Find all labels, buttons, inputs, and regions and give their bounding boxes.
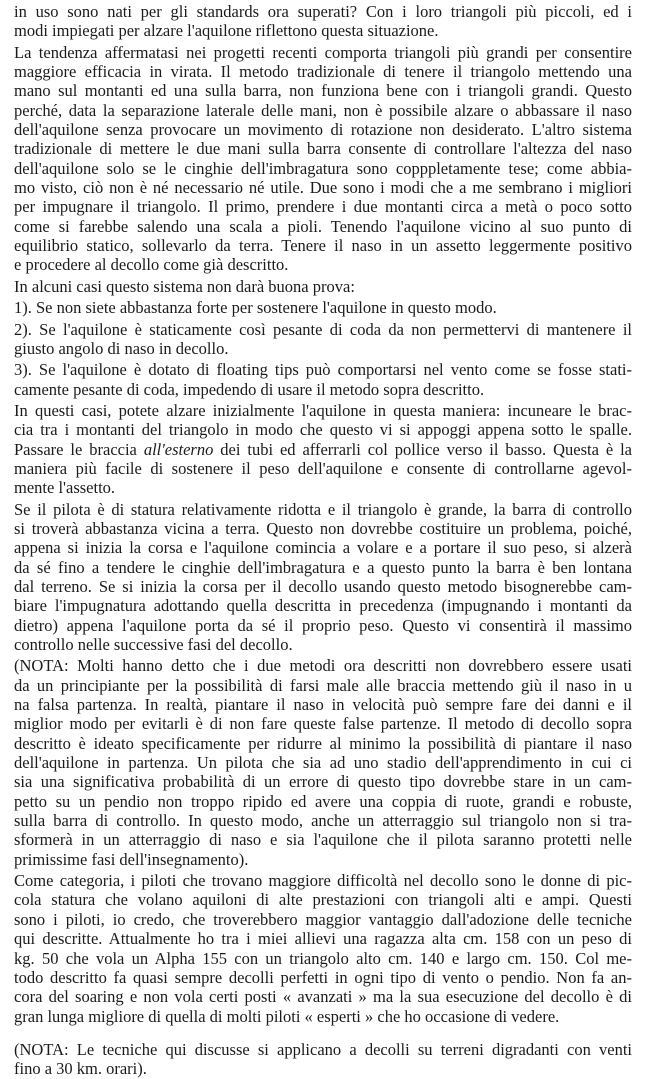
text-line: fino a 30 km. orari). [14, 1059, 147, 1079]
text-line: si troverà abbastanza vicina a terra. Questo non dovrebbe costituire un problema, poiché, [14, 518, 632, 538]
text-line: per impugnare il triangolo. Il primo, prendere i due montanti circa a metà o poco sotto [14, 197, 632, 217]
text-line: dell'aquilone senza provocare un movimento di rotazione non desiderato. L'altro sistema [14, 120, 632, 140]
text-line: sulla barra di controllo. In questo modo, anche un atterraggio sul triangolo non si tra- [14, 811, 632, 831]
text-line: maggiore efficacia in virata. Il metodo tradizionale di tenere il triangolo mettendo una [14, 62, 632, 82]
text-line: 1). Se non siete abbastanza forte per sostenere l'aquilone in questo modo. [14, 298, 497, 318]
text-line: cia tra i montanti del triangolo in modo che questo vi si appoggi appena sotto le spalle. [14, 420, 632, 440]
text-segment: dei tubi ed afferrarli col pollice verso il basso. Questa è la [220, 439, 632, 459]
text-line: mano sul montanti ed una sulla barra, non funziona bene con i triangoli grandi. Questo [14, 81, 632, 101]
text-line: todo descritto fa quasi sempre decolli perfetti in ogni tipo di vento o pendio. Non fa an- [14, 967, 632, 987]
text-line: cola statura che volano aquiloni di alte prestazioni con triangoli alti e ampi. Questi [14, 890, 632, 910]
text-line: La tendenza affermatasi nei progetti recenti comporta triangoli più grandi per consentire [14, 42, 632, 62]
text-line [14, 440, 632, 459]
text-line: In alcuni casi questo sistema non darà buona prova: [14, 276, 355, 296]
text-line: in uso sono nati per gli standards ora superati? Con i loro triangoli più piccoli, ed i [14, 2, 632, 21]
text-line: na falsa partenza. In realtà, piantare il naso in velocità può sempre fare dei danni e il [14, 695, 632, 715]
text-line: tradizionale di mettere le due mani sulla barra consente di controllare l'altezza del naso [14, 139, 632, 159]
text-line: come si farebbe salendo una scala a pioli. Tenendo l'aquilone vicino al suo punto di [14, 216, 632, 236]
text-line: modi impiegati per alzare l'aquilone riflettono questa situazione. [14, 21, 439, 41]
text-line: equilibrio statico, sollevarlo da terra. Tenere il naso in un assetto leggermente positivo [14, 236, 632, 256]
text-line: qui descritte. Attualmente ho tra i miei allievi una ragazza alta cm. 158 con un peso di [14, 929, 632, 949]
text-line: sia una significativa probabilità di un errore di questo tipo dovrebbe stare in un cam- [14, 772, 632, 792]
italic-emphasis: all'esterno [143, 439, 214, 459]
text-line: In questi casi, potete alzare inizialmente l'aquilone in questa maniera: incuneare le brac- [14, 400, 632, 420]
text-line: 2). Se l'aquilone è staticamente così pesante di coda da non permettervi di mantenere il [14, 319, 632, 339]
text-line: dietro) appena l'aquilone porta da sé il proprio peso. Questo vi consentirà il massimo [14, 615, 632, 635]
text-line: da sé fino a tendere le cinghie dell'imbragatura e a questo punto la barra è ben lontana [14, 557, 632, 577]
text-line: dal terreno. Se si inizia la corsa per il decollo usando questo metodo bisognerebbe cam- [14, 576, 632, 596]
text-line: appena si inizia la corsa e l'aquilone comincia a volare e a portare il suo peso, si alzerà [14, 538, 632, 558]
text-line: cora del soaring e non vola certi posti « avanzati » ma la sua esecuzione del decollo è di [14, 987, 632, 1007]
text-line: descritto è ideato specificamente per ridurre al minimo la possibilità di piantare il naso [14, 733, 632, 753]
text-line: primissime fasi dell'insegnamento). [14, 849, 249, 869]
text-line: camente pesante di coda, impedendo di usare il metodo sopra descritto. [14, 379, 485, 399]
text-line: perché, data la separazione laterale delle mani, non è possibile alzare o abbassare il naso [14, 100, 632, 120]
text-line: kg. 50 che vola un Alpha 155 con un triangolo alto cm. 140 e largo cm. 150. Col me- [14, 948, 632, 968]
text-line: 3). Se l'aquilone è dotato di floating tips può comportarsi nel vento come se fosse stati- [14, 360, 632, 380]
text-line: mente l'assetto. [14, 478, 116, 498]
text-line: Se il pilota è di statura relativamente ridotta e il triangolo è grande, la barra di controllo [14, 499, 632, 519]
text-line: dell'aquilone solo se le cinghie dell'imbragatura sono copppletamente tese; come abbia- [14, 158, 632, 178]
text-line: giusto angolo di naso in decollo. [14, 338, 229, 358]
text-line: da un principiante per la possibilità di farsi male alle braccia mettendo giù il naso in u [14, 675, 632, 695]
text-line: miglior modo per evitarli è di non fare queste false partenze. Il metodo di decollo sopra [14, 714, 632, 734]
text-line: controllo nelle successive fasi del decollo. [14, 635, 293, 654]
text-line: mo visto, ciò non è né necessario né utile. Due sono i modi che a me sembrano i migliori [14, 178, 632, 198]
text-line: sono i piloti, io credo, che troverebbero maggior vantaggio dall'adozione delle tecniche [14, 909, 632, 929]
text-line: gran lunga migliore di quella di molti piloti « esperti » che ho occasione di vedere. [14, 1006, 560, 1026]
text-line: maniera più facile di sostenere il peso dell'aquilone e consente di controllarne agevol- [14, 458, 632, 478]
text-line: petto su un pendio non troppo ripido ed avere una coppia di ruote, grandi e robuste, [14, 791, 632, 811]
text-line: biare l'impugnatura adottando quella descritta in precedenza (impugnando i montanti da [14, 596, 632, 616]
text-line: dell'aquilone in partenza. Un pilota che sia ad uno stadio dell'apprendimento in cui ci [14, 753, 632, 773]
text-line: e procedere al decollo come già descritto. [14, 255, 289, 275]
text-line: (NOTA: Le tecniche qui discusse si applicano a decolli su terreni digradanti con venti [14, 1039, 632, 1059]
text-line: sformerà in un atterraggio di naso e sia l'aquilone che il pilota saranno protetti nelle [14, 830, 632, 850]
text-line: Come categoria, i piloti che trovano maggiore difficoltà nel decollo sono le donne di pic- [14, 871, 632, 891]
text-segment: Passare le braccia [14, 439, 137, 459]
text-line: (NOTA: Molti hanno detto che i due metodi ora descritti non dovrebbero essere usati [14, 656, 632, 676]
